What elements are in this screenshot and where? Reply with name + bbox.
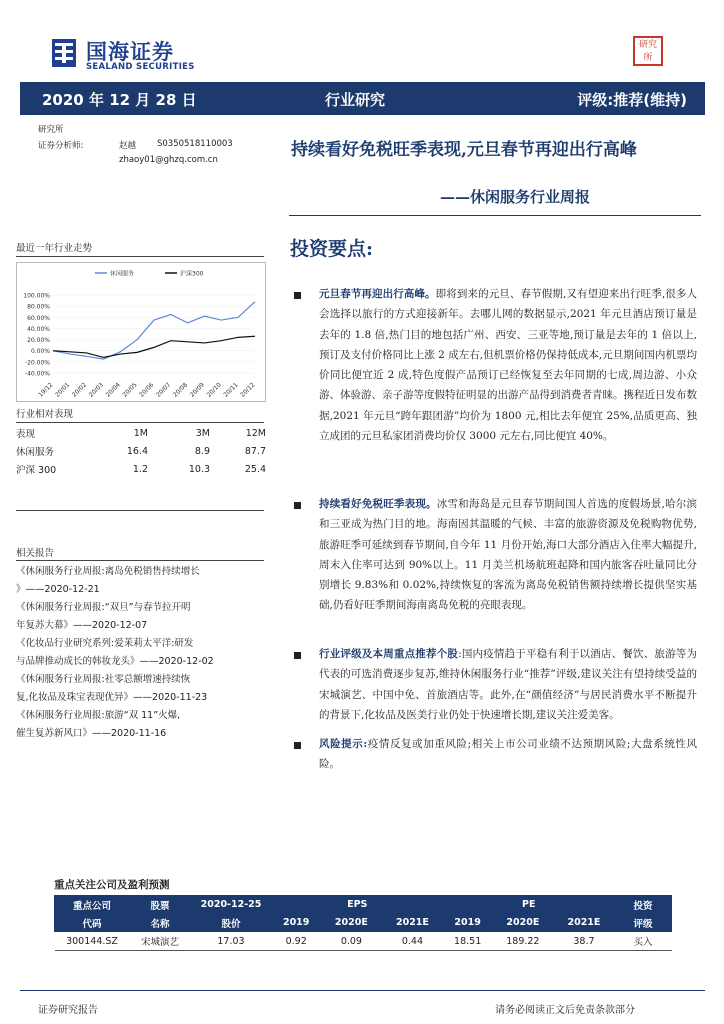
y-tick-label: 80.00% xyxy=(27,303,50,311)
earnings-header-cell: PE xyxy=(443,896,615,914)
performance-header-row xyxy=(16,424,266,442)
earnings-cell: 17.03 xyxy=(191,932,272,951)
performance-cell: 25.4 xyxy=(244,463,266,475)
point-body: :国内疫情趋于平稳有利于以酒店、餐饮、旅游等为代表的可选消费逐步复苏,维持休闲服务行业“推荐”评级,建议关注有望持续受益的宋城演艺、中国中免、首旅酒店等。此外,在“颜值经济”与居民消费水平不断提升的背景下,化妆品及医美行业仍处于快速增长期,建议关注爱美客。 xyxy=(319,648,698,721)
report-sub-title: ——休闲服务行业周报 xyxy=(440,188,591,206)
investment-title: 投资要点: xyxy=(290,238,374,260)
logo-english-name: SEALAND SECURITIES xyxy=(86,62,195,72)
earnings-header-cell: 2019 xyxy=(272,914,321,932)
report-link[interactable]: 《休闲服务行业周报:“双旦”与春节拉开明 xyxy=(16,602,191,613)
y-tick-label: 0.00% xyxy=(30,348,50,356)
x-tick-label: 20/05 xyxy=(121,381,139,399)
earnings-header-cell: 2020-12-25 xyxy=(191,896,272,914)
industry-trend-chart xyxy=(16,262,266,402)
analyst-email: zhaoy01@ghzq.com.cn xyxy=(119,155,218,165)
trend-chart-svg xyxy=(17,263,265,401)
x-tick-label: 20/12 xyxy=(239,381,257,399)
performance-cell: 休闲服务 xyxy=(16,447,55,458)
bullet-icon xyxy=(294,652,301,659)
institute-label: 研究所 xyxy=(38,125,64,135)
report-category: 行业研究 xyxy=(325,91,386,109)
report-link[interactable]: 与品牌推动成长的韩妆龙头》——2020-12-02 xyxy=(16,656,214,667)
report-link[interactable]: 《化妆品行业研究系列:爱茉莉太平洋:研发 xyxy=(16,638,194,649)
performance-cell: 87.7 xyxy=(244,445,266,457)
trend-section-title: 最近一年行业走势 xyxy=(16,243,93,254)
performance-cell: 10.3 xyxy=(188,463,210,475)
point-body: 疫情反复或加重风险;相关上市公司业绩不达预期风险;大盘系统性风险。 xyxy=(319,738,697,771)
earnings-cell: 18.51 xyxy=(443,932,492,951)
footer-left: 证券研究报告 xyxy=(38,1005,98,1016)
y-tick-label: -40.00% xyxy=(24,370,50,378)
y-tick-label: -20.00% xyxy=(24,359,50,367)
y-tick-label: 20.00% xyxy=(27,337,50,345)
earnings-header-cell: 股票 xyxy=(130,896,191,914)
report-link[interactable]: 《休闲服务行业周报:旅游“双 11”火爆, xyxy=(16,710,181,721)
report-rating: 评级:推荐(维持) xyxy=(577,91,687,109)
x-tick-label: 20/03 xyxy=(87,381,105,399)
reports-divider xyxy=(16,560,264,561)
performance-bottom-divider xyxy=(16,510,264,511)
earnings-header-row xyxy=(55,896,672,914)
trend-divider xyxy=(16,256,264,257)
y-tick-label: 100.00% xyxy=(23,292,50,300)
x-tick-label: 20/07 xyxy=(155,381,173,399)
earnings-header-cell: EPS xyxy=(272,896,443,914)
x-tick-label: 20/06 xyxy=(138,381,156,399)
earnings-header-cell: 评级 xyxy=(615,914,672,932)
report-link[interactable]: 《休闲服务行业周报:社零总额增速持续恢 xyxy=(16,674,191,685)
report-link[interactable]: 《休闲服务行业周报:离岛免税销售持续增长 xyxy=(16,566,200,577)
earnings-header-cell: 名称 xyxy=(130,914,191,932)
earnings-row xyxy=(55,932,672,951)
y-tick-label: 40.00% xyxy=(27,325,50,333)
title-divider xyxy=(289,215,701,216)
point-heading: 持续看好免税旺季表现。 xyxy=(319,498,437,510)
x-tick-label: 20/10 xyxy=(205,381,223,399)
analyst-license: S0350518110003 xyxy=(157,139,233,149)
logo-chinese-name: 国海证券 xyxy=(86,40,174,64)
y-tick-label: 60.00% xyxy=(27,314,50,322)
header-banner xyxy=(20,82,705,115)
earnings-cell: 0.44 xyxy=(382,932,443,951)
reports-title: 相关报告 xyxy=(16,548,55,559)
report-date: 2020 年 12 月 28 日 xyxy=(42,91,197,109)
earnings-header-cell: 2020E xyxy=(492,914,553,932)
point-body: 冰雪和海岛是元旦春节期间国人首选的度假场景,哈尔滨和三亚成为热门目的地。海南因其温暖的气候、丰富的旅游资源及免税购物优势,旅游旺季可延续到春节期间,自今年 11 月份开始,海口大部分酒店入住率大幅提升,周末入住率可达到 90%以上。11 月美兰机场航班起降和国内旅客吞吐量同比分别增长 9.83%和 0.02%,持续恢复的客流为离岛免税销售额持续增长提供坚实基础,仍看好旺季期间海南离岛免税的亮眼表现。 xyxy=(319,498,697,612)
earnings-header-cell: 2019 xyxy=(443,914,492,932)
x-tick-label: 19/12 xyxy=(37,381,55,399)
performance-cell: 沪深 300 xyxy=(16,465,57,476)
earnings-cell: 0.09 xyxy=(321,932,382,951)
earnings-table xyxy=(54,895,672,951)
performance-header-cell: 表现 xyxy=(16,429,36,440)
analyst-role: 证券分析师: xyxy=(38,141,84,151)
series-line-休闲服务 xyxy=(53,302,255,359)
earnings-header-cell: 股价 xyxy=(191,914,272,932)
research-seal-stamp: 研究所 xyxy=(633,36,663,66)
x-tick-label: 20/09 xyxy=(188,381,206,399)
report-link[interactable]: 年复苏大幕》——2020-12-07 xyxy=(16,620,148,631)
footer-divider xyxy=(20,990,705,991)
bullet-icon xyxy=(294,742,301,749)
related-reports-list xyxy=(16,563,276,743)
bullet-icon xyxy=(294,292,301,299)
earnings-cell: 宋城演艺 xyxy=(130,932,191,951)
earnings-cell: 0.92 xyxy=(272,932,321,951)
performance-row xyxy=(16,460,266,478)
performance-header-cell: 12M xyxy=(245,427,266,439)
performance-table xyxy=(16,424,266,478)
investment-point xyxy=(319,644,697,725)
performance-cell: 8.9 xyxy=(194,445,210,457)
x-tick-label: 20/01 xyxy=(54,381,72,399)
earnings-header-cell: 2020E xyxy=(321,914,382,932)
earnings-table-title: 重点关注公司及盈利预测 xyxy=(54,879,170,891)
x-tick-label: 20/08 xyxy=(171,381,190,399)
investment-point xyxy=(319,284,697,446)
point-heading: 风险提示: xyxy=(319,738,368,750)
performance-title: 行业相对表现 xyxy=(16,409,74,420)
point-body: 即将到来的元旦、春节假期,又有望迎来出行旺季,很多人会选择以旅行的方式迎接新年。去哪儿网的数据显示,2021 年元旦酒店预订量是去年的 1.8 倍,热门目的地包括广州、西安、三亚等地,预订量是去年的 1 倍以上,预订及支付价格同比上涨 2 成左右,但机票价格仍保持低成本,元旦期间国内机票均价同比便宜近 2 成,特色度假产品预订已经恢复至去年同期的七成,周边游、小众游、体验游、亲子游等度假特征明显的出游产品得到消费者青睐。携程近日发布数据,2021 年元旦“跨年跟团游”均价为 1800 元,相比去年便宜 25%,品质更高、独立成团的元旦私家团消费均价仅 3000 元左右,同比便宜 40%。 xyxy=(319,288,697,443)
earnings-header-cell: 2021E xyxy=(553,914,614,932)
x-tick-label: 20/11 xyxy=(222,381,240,399)
x-tick-label: 20/04 xyxy=(104,381,122,399)
report-link[interactable]: 》——2020-12-21 xyxy=(16,584,100,595)
x-tick-label: 20/02 xyxy=(70,381,89,399)
earnings-cell: 买入 xyxy=(615,932,672,951)
investment-point xyxy=(319,734,697,775)
point-heading: 行业评级及本周重点推荐个股 xyxy=(319,648,459,660)
earnings-header-cell: 代码 xyxy=(55,914,130,932)
point-heading: 元旦春节再迎出行高峰。 xyxy=(319,288,436,300)
report-main-title: 持续看好免税旺季表现,元旦春节再迎出行高峰 xyxy=(291,140,637,160)
legend-label: 沪深300 xyxy=(180,270,204,278)
sealand-logo-icon xyxy=(52,39,76,67)
performance-cell: 1.2 xyxy=(132,463,148,475)
report-link[interactable]: 复,化妆品及珠宝表现优异》——2020-11-23 xyxy=(16,692,208,703)
investment-point xyxy=(319,494,697,616)
performance-cell: 16.4 xyxy=(126,445,148,457)
earnings-cell: 300144.SZ xyxy=(55,932,130,951)
performance-header-cell: 3M xyxy=(195,427,210,439)
performance-row xyxy=(16,442,266,460)
performance-divider xyxy=(16,422,264,423)
bullet-icon xyxy=(294,502,301,509)
earnings-header-cell: 重点公司 xyxy=(55,896,130,914)
performance-header-cell: 1M xyxy=(133,427,148,439)
earnings-header-cell: 2021E xyxy=(382,914,443,932)
report-link[interactable]: 催生复苏新风口》——2020-11-16 xyxy=(16,728,167,739)
earnings-header-cell: 投资 xyxy=(615,896,672,914)
earnings-cell: 38.7 xyxy=(553,932,614,951)
earnings-header-row xyxy=(55,914,672,932)
footer-right: 请务必阅读正文后免责条款部分 xyxy=(495,1005,635,1016)
earnings-cell: 189.22 xyxy=(492,932,553,951)
legend-label: 休闲服务 xyxy=(110,270,135,278)
analyst-name: 赵越 xyxy=(119,141,137,151)
